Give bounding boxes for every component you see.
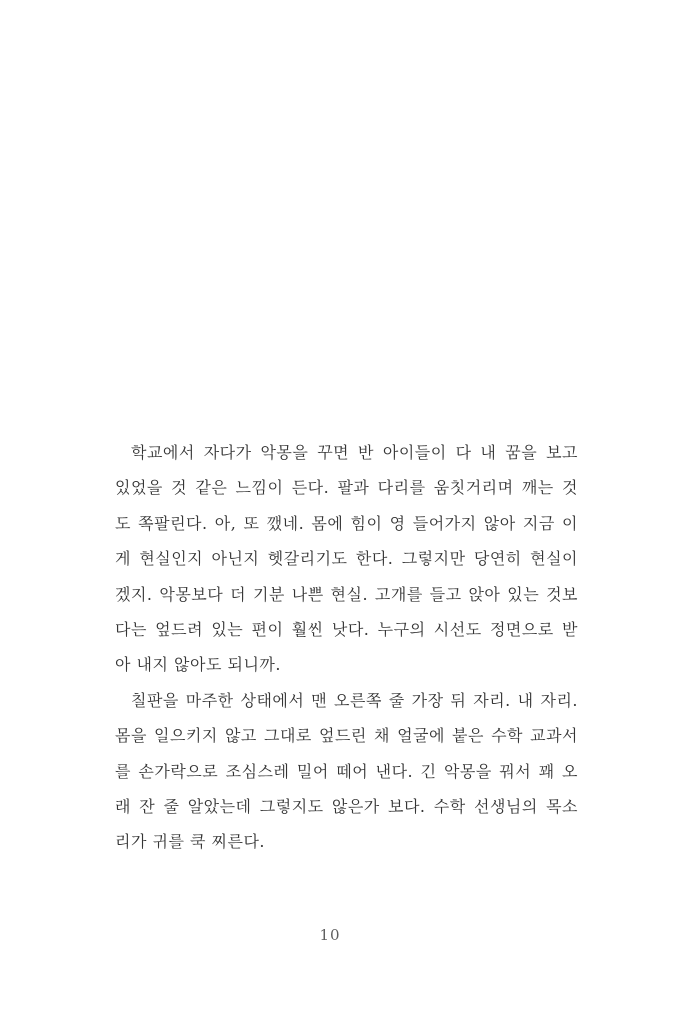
text-line: 다는 엎드려 있는 편이 훨씬 낫다. 누구의 시선도 정면으로 받 (115, 619, 578, 639)
page-number: 10 (319, 926, 341, 944)
text-line: 게 현실인지 아닌지 헷갈리기도 한다. 그렇지만 당연히 현실이 (115, 549, 578, 569)
text-line: 있었을 것 같은 느낌이 든다. 팔과 다리를 움칫거리며 깨는 것 (115, 478, 578, 498)
text-line: 도 쪽팔린다. 아, 또 깼네. 몸에 힘이 영 들어가지 않아 지금 이 (115, 513, 578, 533)
body-text (115, 435, 578, 860)
text-line: 래 잔 줄 알았는데 그렇지도 않은가 보다. 수학 선생님의 목소 (115, 796, 578, 816)
text-line: 몸을 일으키지 않고 그대로 엎드린 채 얼굴에 붙은 수학 교과서 (115, 726, 578, 746)
text-line: 리가 귀를 쿡 찌른다. (115, 832, 265, 852)
text-line: 겠지. 악몽보다 더 기분 나쁜 현실. 고개를 들고 앉아 있는 것보 (115, 584, 578, 604)
text-line: 칠판을 마주한 상태에서 맨 오른쪽 줄 가장 뒤 자리. 내 자리. (131, 690, 578, 710)
text-line: 아 내지 않아도 되니까. (115, 655, 281, 675)
text-line: 학교에서 자다가 악몽을 꾸면 반 아이들이 다 내 꿈을 보고 (131, 443, 578, 462)
text-line: 를 손가락으로 조심스레 밀어 떼어 낸다. 긴 악몽을 꿔서 꽤 오 (115, 761, 578, 781)
